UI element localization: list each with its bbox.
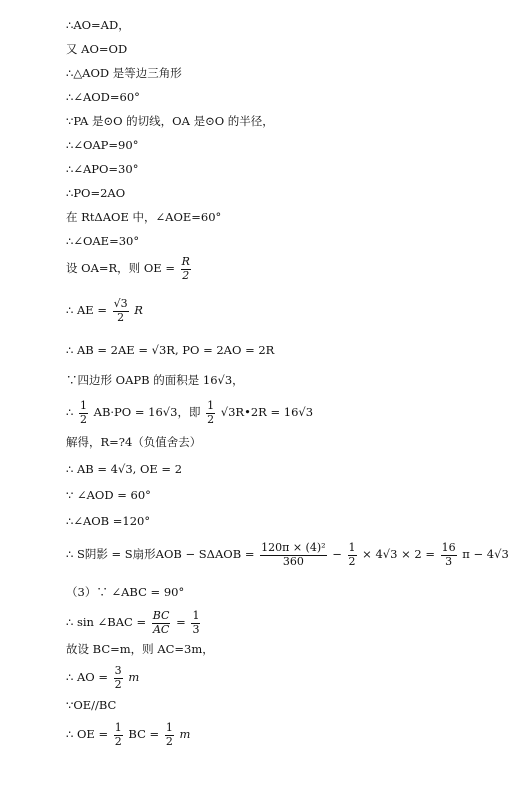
fraction-one-third [191,610,200,636]
sin-eq: = [176,615,186,630]
line-15-text: ∴ [66,405,74,420]
fraction-b [206,400,215,426]
fraction-den: 2 [114,734,122,748]
shade-mid2: × 4√3 × 2 = [362,547,435,562]
fraction-num: 1 [192,609,200,622]
fraction-ao [114,665,123,691]
fraction-num: 1 [165,721,173,734]
line-13: ∴ AB = 2AE = √3R, PO = 2AO = 2R [66,343,275,357]
fraction-den: AC [152,622,170,636]
fraction-num: 1 [79,399,87,412]
line-23: 故设 BC=m，则 AC=3m， [66,642,214,656]
line-15 [66,400,313,426]
line-25: ∵OE//BC [66,698,117,712]
area-mid: AB·PO = 16√3，即 [93,405,201,420]
fraction-den: 3 [192,622,200,636]
line-18: ∵ ∠AOD = 60° [66,488,151,502]
line-20 [66,542,509,568]
line-16: 解得，R=?4（负值舍去） [66,435,202,449]
fraction-num: 3 [114,664,122,677]
fraction-ae [113,298,129,324]
fraction-oe [181,256,191,282]
fraction-den: 2 [79,412,87,426]
fraction-num: 16 [441,541,456,554]
fraction-num: BC [152,609,170,622]
line-22-text: ∴ sin ∠BAC = [66,615,147,630]
line-17: ∴ AB = 4√3, OE = 2 [66,462,183,476]
line-4: ∴∠AOD=60° [66,90,140,104]
shade-tail: π − 4√3 [462,547,509,562]
line-21: （3）∵ ∠ABC = 90° [66,585,185,599]
fraction-den: 2 [182,268,190,282]
line-22 [66,610,202,636]
fraction-result [441,542,457,568]
fraction-bc-ac [152,610,171,636]
line-12 [66,298,143,324]
fraction-num: 1 [114,721,122,734]
line-12-text: ∴ AE = [66,303,107,318]
line-26-text: ∴ OE = [66,727,109,742]
line-8: ∴PO=2AO [66,186,126,200]
fraction-den: 2 [117,310,125,324]
line-24 [66,665,139,691]
fraction-num: 1 [348,541,356,554]
line-20-text: ∴ S阴影 = S扇形AOB − SΔAOB = [66,547,255,562]
line-24-text: ∴ AO = [66,670,108,685]
line-7: ∴∠APO=30° [66,162,139,176]
fraction-num: 120π × (4)² [261,541,326,554]
fraction-num: 1 [207,399,215,412]
line-2: 又 AO=OD [66,42,128,56]
line-19: ∴∠AOB =120° [66,514,151,528]
oe-mid: BC = [128,727,160,742]
fraction-num: R [181,255,190,268]
line-9: 在 RtΔAOE 中，∠AOE=60° [66,210,222,224]
line-11 [66,256,193,282]
fraction-den: 2 [207,412,215,426]
line-26 [66,722,190,748]
fraction-sector [260,542,326,568]
fraction-half [348,542,357,568]
line-6: ∴∠OAP=90° [66,138,139,152]
oe-tail: m [179,727,191,742]
line-1: ∴AO=AD， [66,18,130,32]
fraction-den: 360 [282,554,304,568]
shade-mid1: − [332,547,342,562]
line-10: ∴∠OAE=30° [66,234,140,248]
fraction-den: 2 [348,554,356,568]
fraction-den: 3 [445,554,453,568]
area-tail: √3R•2R = 16√3 [220,405,314,420]
fraction-a [79,400,88,426]
fraction-num: √3 [113,297,128,310]
fraction-den: 2 [114,677,122,691]
fraction-half-b [165,722,174,748]
line-5: ∵PA 是⊙O 的切线，OA 是⊙O 的半径， [66,114,274,128]
line-3: ∴△AOD 是等边三角形 [66,66,182,80]
line-14: ∵四边形 OAPB 的面积是 16√3， [66,373,244,387]
fraction-half-a [114,722,123,748]
fraction-den: 2 [165,734,173,748]
fraction-tail: R [134,303,143,318]
line-11-text: 设 OA=R，则 OE = [66,261,175,276]
ao-tail: m [128,670,140,685]
